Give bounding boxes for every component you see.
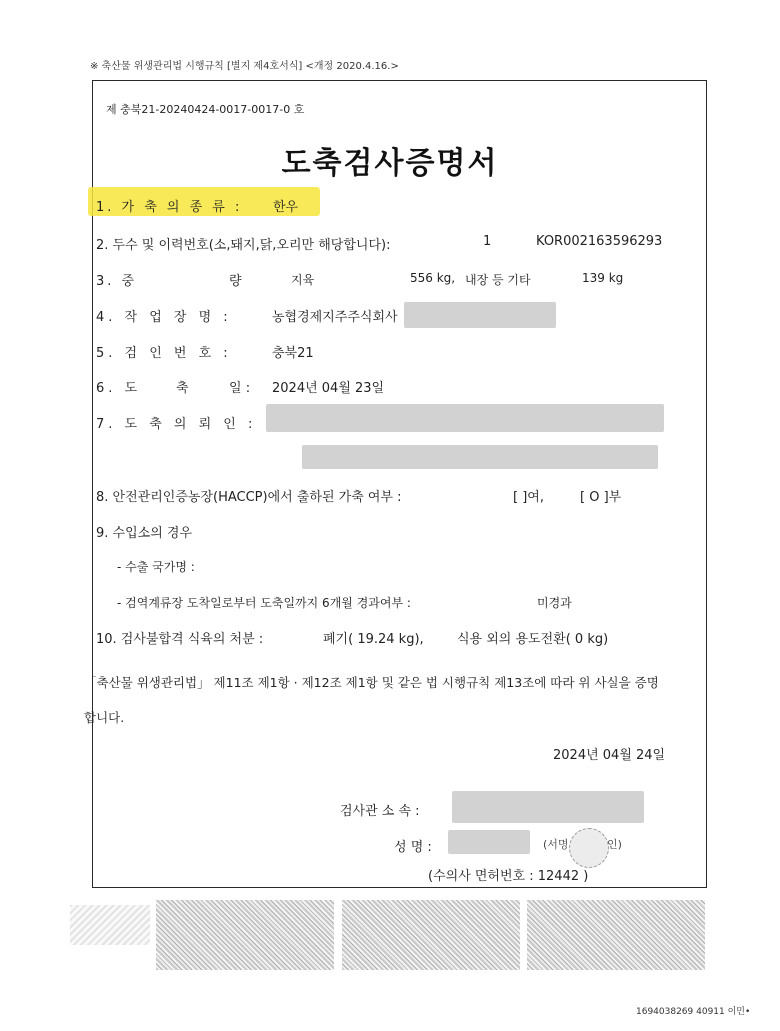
weight-label: 3. 중 xyxy=(96,274,138,289)
quarantine-value: 미경과 xyxy=(537,596,572,610)
import-label: 9. 수입소의 경우 xyxy=(96,526,193,541)
statement-line2: 합니다. xyxy=(84,710,125,725)
haccp-yes: [ ]여, xyxy=(513,490,544,505)
trace-number: KOR002163596293 xyxy=(536,234,663,249)
species-value: 한우 xyxy=(273,200,299,215)
disposal-other-use: 식용 외의 용도전환( 0 kg) xyxy=(457,632,609,647)
requester-label: 7. 도 축 의 뢰 인 : xyxy=(96,417,257,432)
document-number: 제 충북21-20240424-0017-0017-0 호 xyxy=(106,103,305,116)
obscured-scan-fragment xyxy=(70,905,150,945)
carcass-weight: 556 kg, xyxy=(410,271,456,285)
obscured-scan-block-1 xyxy=(156,900,334,970)
signature-label: (서명 xyxy=(543,838,569,851)
offal-weight: 139 kg xyxy=(582,271,624,285)
vet-license-number: (수의사 면허번호 : 12442 ) xyxy=(428,869,589,884)
species-label: 1. 가 축 의 종 류 : xyxy=(96,200,243,215)
workplace-label: 4. 작 업 장 명 : xyxy=(96,310,232,325)
inspector-affiliation-label: 검사관 소 속 : xyxy=(340,804,420,819)
redacted-affiliation xyxy=(452,791,644,823)
slaughter-date-label-mid: 축 xyxy=(176,381,189,396)
workplace-value: 농협경제지주주식회사 xyxy=(272,310,398,325)
carcass-label: 지육 xyxy=(291,273,315,287)
redacted-requester-address xyxy=(302,445,658,469)
disposal-label: 10. 검사불합격 식육의 처분 : xyxy=(96,632,264,647)
statement-line1: 「축산물 위생관리법」 제11조 제1항 · 제12조 제1항 및 같은 법 시행규칙 제13조에 따라 위 사실을 증명 xyxy=(84,675,659,690)
inspector-no-value: 충북21 xyxy=(272,346,314,361)
redacted-workplace xyxy=(404,302,556,328)
quarantine-label: - 검역계류장 도착일로부터 도축일까지 6개월 경과여부 : xyxy=(117,596,411,610)
weight-label-suffix: 량 xyxy=(229,274,242,289)
count-label: 2. 두수 및 이력번호(소,돼지,닭,오리만 해당합니다): xyxy=(96,238,391,253)
signature-close: 인) xyxy=(607,838,622,851)
inspector-no-label: 5. 검 인 번 호 : xyxy=(96,346,232,361)
redacted-inspector-name xyxy=(448,830,530,854)
export-country-label: - 수출 국가명 : xyxy=(117,560,195,574)
obscured-scan-block-3 xyxy=(527,900,705,970)
seal-stamp-icon xyxy=(569,828,609,868)
slaughter-date-label-end: 일 : xyxy=(229,381,251,396)
issue-date: 2024년 04월 24일 xyxy=(553,748,666,763)
inspector-name-label: 성 명 : xyxy=(394,840,432,855)
offal-label: 내장 등 기타 xyxy=(465,273,531,287)
page-title: 도축검사증명서 xyxy=(281,146,499,181)
count-value: 1 xyxy=(483,234,492,249)
obscured-scan-block-2 xyxy=(342,900,520,970)
haccp-no: [ O ]부 xyxy=(580,490,622,505)
form-header-note: ※ 축산물 위생관리법 시행규칙 [별지 제4호서식] <개정 2020.4.16.> xyxy=(90,61,399,72)
slaughter-date-value: 2024년 04월 23일 xyxy=(272,381,385,396)
redacted-requester-name xyxy=(266,404,664,432)
footer-code: 1694038269 40911 이민• xyxy=(636,1007,751,1017)
haccp-label: 8. 안전관리인증농장(HACCP)에서 출하된 가축 여부 : xyxy=(96,490,402,505)
slaughter-date-label: 6. 도 xyxy=(96,381,142,396)
disposal-discard: 폐기( 19.24 kg), xyxy=(323,632,424,647)
